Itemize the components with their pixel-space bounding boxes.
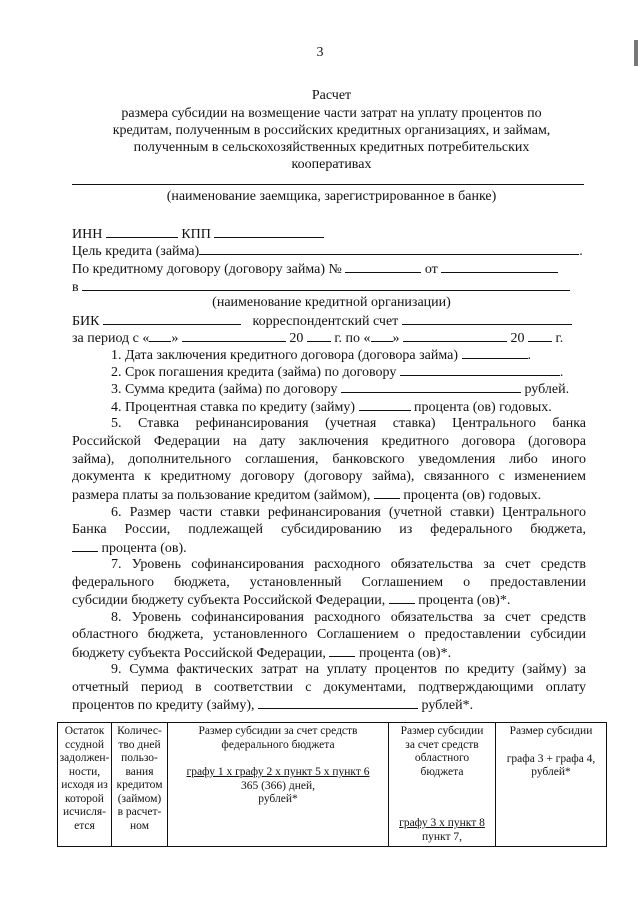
federal-formula-numerator: графу 1 х графу 2 х пункт 5 х пункт 6 [186, 766, 370, 778]
item-3-field[interactable] [341, 380, 521, 393]
bik-field[interactable] [103, 312, 241, 325]
cell-line: ется [74, 819, 95, 832]
cell-line: исходя из [61, 779, 108, 791]
period-year-prefix: 20 [289, 331, 304, 346]
item-2-text: 2. Срок погашения кредита (займа) по договору [111, 365, 397, 380]
item-2: 2. Срок погашения кредита (займа) по договору . [111, 365, 564, 380]
item-9-text: процентов по кредиту (займу), [72, 698, 255, 713]
cell-line: Размер субсидии [400, 725, 484, 737]
item-4-field[interactable] [359, 398, 411, 411]
period-end-year[interactable] [528, 329, 552, 342]
period-year-prefix: 20 [510, 331, 525, 346]
bank-name-field[interactable] [82, 278, 570, 291]
item-1-field[interactable] [462, 346, 528, 359]
document-subtitle-line: кредитам, полученным в российских кредитных организациях, и займам, [112, 123, 551, 138]
document-subtitle-line: размера субсидии на возмещение части затрат на уплату процентов по [121, 106, 542, 121]
col-days-header [112, 723, 168, 847]
kpp-field[interactable] [214, 225, 324, 238]
cell-line: в расчет- [117, 806, 162, 818]
kpp-label: КПП [181, 227, 211, 242]
item-9-last [72, 696, 473, 714]
item-5-line: Российской Федерации на дату заключения кредитного договора (договора [72, 434, 586, 449]
document-subtitle-line: кооперативах [291, 157, 372, 172]
inn-label: ИНН [72, 227, 103, 242]
cell-line: задолжен- [59, 752, 110, 764]
cell-line: Остаток [64, 725, 105, 737]
item-9-line: отчетный период в соответствии с документами, подтверждающими оплату [72, 680, 586, 695]
cell-line: графа 3 + графа 4, [506, 752, 596, 765]
corr-account-field[interactable] [402, 312, 572, 325]
item-6-line: 6. Размер части ставки рефинансирования (учетной ставки) Центрального [111, 505, 586, 520]
purpose-field[interactable] [199, 242, 579, 255]
col-total-subsidy-header [496, 723, 607, 847]
item-9-unit: рублей*. [421, 698, 474, 713]
item-6-line: Банка России, подлежащей субсидированию из федерального бюджета, [72, 522, 586, 537]
period-start-month[interactable] [182, 329, 286, 342]
cell-line: рублей* [258, 793, 298, 805]
item-6-last [72, 539, 187, 557]
contract-from-label: от [424, 262, 438, 277]
bik-label: БИК [72, 314, 100, 329]
item-2-field[interactable] [400, 363, 560, 376]
bik-row [72, 312, 572, 330]
item-8-last [72, 644, 451, 662]
item-6-field[interactable] [72, 539, 98, 552]
corr-account-label: корреспондентский счет [252, 314, 399, 329]
cell-line: Количес- [117, 725, 162, 737]
item-3 [111, 380, 569, 398]
cell-line: областного [414, 752, 470, 764]
item-5-line: займа), дополнительного соглашения, банковского уведомления либо иного [72, 452, 586, 467]
period-label: за период с « [72, 331, 150, 346]
item-3-text: 3. Сумма кредита (займа) по договору [111, 382, 338, 397]
federal-formula [169, 766, 387, 780]
document-subtitle-line: полученным в сельскохозяйственных кредитных потребительских [133, 140, 530, 155]
cell-line: Размер субсидии [509, 725, 593, 737]
borrower-name-line[interactable] [72, 184, 584, 185]
item-4-unit: процента (ов) годовых. [414, 400, 552, 415]
col-federal-subsidy-header [168, 723, 389, 847]
item-5-field[interactable] [374, 486, 400, 499]
item-4-text: 4. Процентная ставка по кредиту (займу) [111, 400, 355, 415]
item-8-unit: процента (ов)*. [358, 646, 452, 661]
inn-field[interactable] [106, 225, 178, 238]
cell-line: ссудной [65, 738, 104, 751]
cell-line: 365 (366) дней, [240, 779, 316, 792]
item-5-line: документа к кредитному договору (договору займа), связанного с изменением [72, 469, 586, 484]
borrower-caption: (наименование заемщика, зарегистрированное в банке) [166, 189, 497, 204]
cell-line: исчисля- [63, 806, 106, 818]
item-7-line: 7. Уровень софинансирования расходного обязательства за счет средств [111, 557, 586, 572]
item-1-text: 1. Дата заключения кредитного договора (договора займа) [111, 348, 459, 363]
item-7-line: федерального бюджета, установленный Соглашением о предоставлении [72, 575, 586, 590]
cell-line: вания [125, 765, 154, 778]
item-5-text: размера платы за пользование кредитом (займом), [72, 488, 371, 503]
item-7-last [72, 591, 510, 609]
cell-line: федерального бюджета [221, 738, 335, 751]
contract-number-field[interactable] [345, 260, 421, 273]
page-number: 3 [316, 45, 324, 60]
item-8-line: областного бюджета, установленного Соглашением о предоставлении субсидии [72, 627, 586, 642]
item-5-line: 5. Ставка рефинансирования (учетная ставка) Центрального банка [111, 416, 586, 431]
item-4 [111, 398, 552, 416]
period-start-year[interactable] [307, 329, 331, 342]
purpose-row: Цель кредита (займа) . [72, 244, 583, 259]
col-debt-balance-header [58, 723, 112, 847]
cell-line: бюджета [420, 765, 464, 778]
document-title: Расчет [311, 88, 352, 103]
item-7-unit: процента (ов)*. [418, 593, 511, 608]
regional-formula [389, 817, 495, 844]
cell-line: Размер субсидии за счет средств [198, 725, 358, 737]
item-8-line: 8. Уровень софинансирования расходного обязательства за счет средств [111, 610, 586, 625]
contract-label: По кредитному договору (договору займа) № [72, 262, 342, 277]
cell-line: которой [65, 792, 104, 805]
table-header-row [58, 723, 607, 847]
bank-caption: (наименование кредитной организации) [212, 295, 451, 310]
contract-row [72, 260, 558, 278]
period-row [72, 329, 563, 347]
cell-line: ном [130, 819, 149, 832]
item-8-text: бюджету субъекта Российской Федерации, [72, 646, 326, 661]
period-to-label: г. по « [334, 331, 371, 346]
item-9-field[interactable] [258, 696, 418, 709]
item-5-unit: процента (ов) годовых. [403, 488, 542, 503]
item-7-text: субсидии бюджету субъекта Российской Федерации, [72, 593, 386, 608]
item-8-field[interactable] [329, 644, 355, 657]
cell-line: рублей* [531, 766, 571, 778]
cell-line: пользо- [121, 752, 158, 764]
period-year-suffix: г. [555, 331, 564, 346]
regional-formula-denominator: пункт 7, [421, 830, 463, 843]
contract-date-field[interactable] [441, 260, 558, 273]
bank-in-label: в [72, 280, 79, 295]
cell-line: тво дней [118, 738, 161, 751]
item-9-line: 9. Сумма фактических затрат на уплату процентов по кредиту (займу) за [111, 662, 586, 677]
period-start-day[interactable] [149, 329, 171, 342]
purpose-label: Цель кредита (займа) [72, 244, 200, 259]
period-quote: » [171, 331, 179, 346]
item-1: 1. Дата заключения кредитного договора (договора займа) . [111, 348, 532, 363]
regional-formula-numerator: графу 3 х пункт 8 [399, 817, 485, 829]
subsidy-calculation-table [57, 722, 607, 847]
item-7-field[interactable] [389, 591, 415, 604]
item-6-unit: процента (ов). [101, 541, 187, 556]
cell-line: ности, [68, 765, 101, 778]
item-3-unit: рублей. [524, 382, 570, 397]
cell-line: (займом) [117, 792, 162, 805]
inn-kpp-row [72, 225, 324, 243]
cell-line: кредитом [116, 779, 163, 791]
cell-line: за счет средств [405, 738, 479, 751]
col-regional-subsidy-header [389, 723, 496, 847]
item-5-last [72, 486, 541, 504]
period-end-month[interactable] [403, 329, 507, 342]
period-quote: » [392, 331, 400, 346]
period-end-day[interactable] [371, 329, 393, 342]
